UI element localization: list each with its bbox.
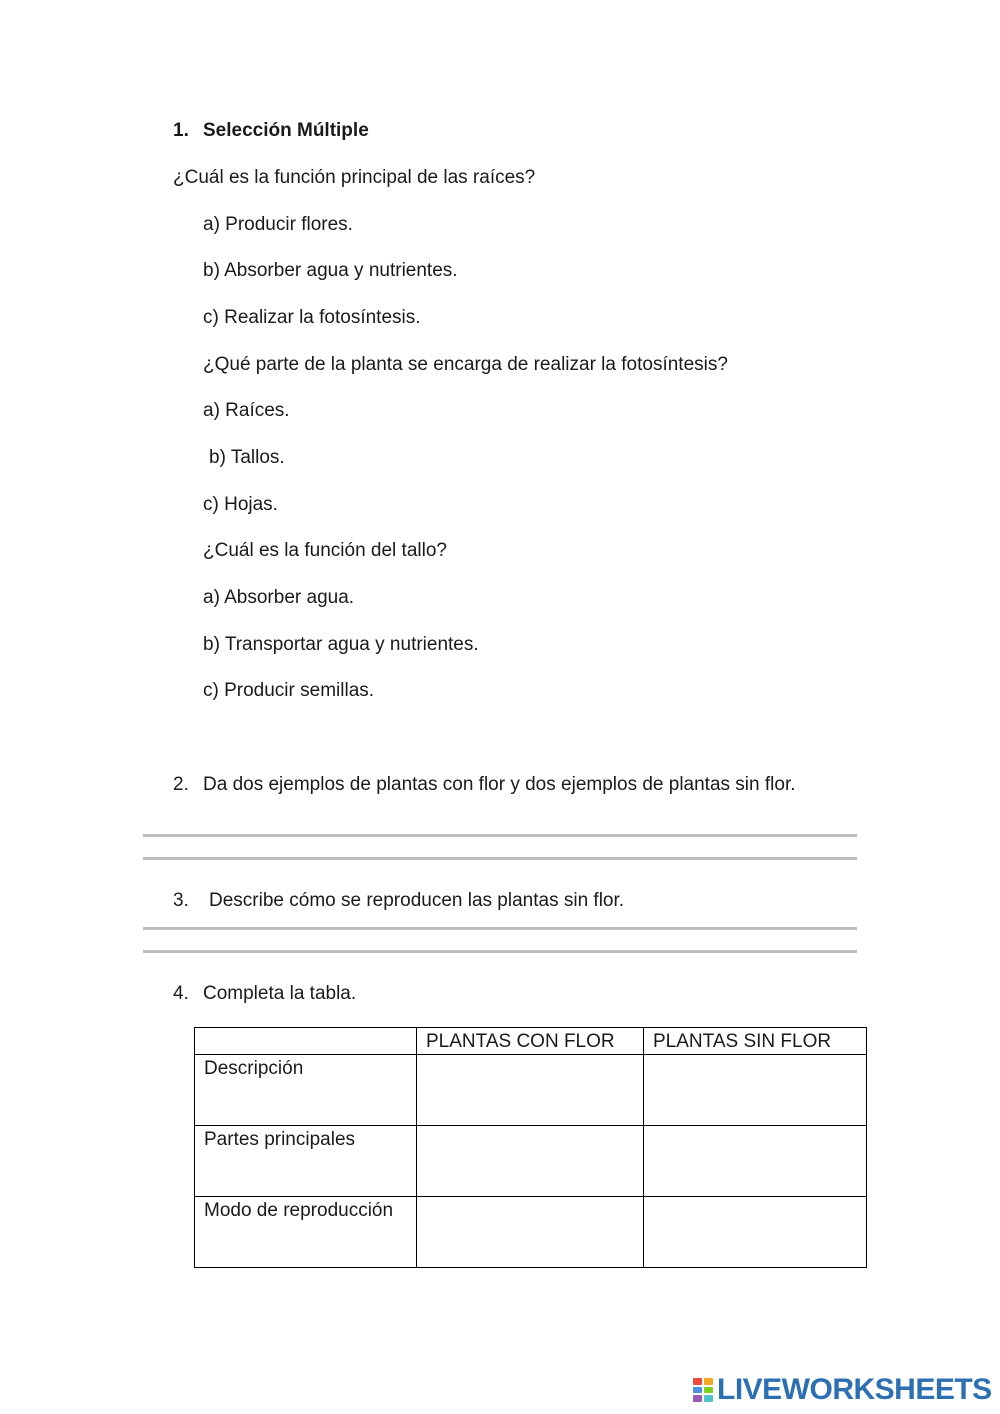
table-answer-cell[interactable] xyxy=(644,1125,867,1196)
section-3-number: 3. xyxy=(173,890,189,911)
logo-tile xyxy=(693,1395,702,1402)
question-2-option-a[interactable]: a) Raíces. xyxy=(203,400,290,421)
answer-line[interactable] xyxy=(143,927,857,930)
answer-line[interactable] xyxy=(143,857,857,860)
table-row-label: Modo de reproducción xyxy=(195,1196,417,1267)
table-row xyxy=(195,1196,867,1267)
section-3-prompt: Describe cómo se reproducen las plantas sin flor. xyxy=(209,890,625,911)
section-2-number: 2. xyxy=(173,774,189,795)
section-4-prompt: Completa la tabla. xyxy=(203,983,357,1004)
table-answer-cell[interactable] xyxy=(417,1196,644,1267)
table-row-label: Descripción xyxy=(195,1054,417,1125)
question-2-option-b[interactable]: b) Tallos. xyxy=(209,447,285,468)
answer-line[interactable] xyxy=(143,834,857,837)
comparison-table xyxy=(194,1027,867,1268)
question-2: ¿Qué parte de la planta se encarga de realizar la fotosíntesis? xyxy=(203,354,728,375)
table-header-cell: PLANTAS SIN FLOR xyxy=(644,1028,867,1055)
question-3: ¿Cuál es la función del tallo? xyxy=(203,540,447,561)
section-2-prompt: Da dos ejemplos de plantas con flor y dos ejemplos de plantas sin flor. xyxy=(203,774,796,795)
section-4-number: 4. xyxy=(173,983,189,1004)
liveworksheets-logo xyxy=(693,1373,992,1406)
table-answer-cell[interactable] xyxy=(417,1125,644,1196)
section-1-title: Selección Múltiple xyxy=(203,120,369,141)
question-1-option-b[interactable]: b) Absorber agua y nutrientes. xyxy=(203,260,458,281)
question-1-option-a[interactable]: a) Producir flores. xyxy=(203,214,353,235)
answer-line[interactable] xyxy=(143,950,857,953)
question-3-option-c[interactable]: c) Producir semillas. xyxy=(203,680,375,701)
table-row xyxy=(195,1054,867,1125)
logo-text: LIVEWORKSHEETS xyxy=(717,1373,992,1406)
table-row-label: Partes principales xyxy=(195,1125,417,1196)
table-header-cell xyxy=(195,1028,417,1055)
logo-tile xyxy=(693,1387,702,1394)
logo-tiles-icon xyxy=(693,1378,713,1402)
logo-tile xyxy=(693,1378,702,1385)
table-answer-cell[interactable] xyxy=(644,1196,867,1267)
table-row xyxy=(195,1125,867,1196)
question-3-option-a[interactable]: a) Absorber agua. xyxy=(203,587,355,608)
question-1: ¿Cuál es la función principal de las raíces? xyxy=(173,167,536,188)
table-answer-cell[interactable] xyxy=(417,1054,644,1125)
section-1-number: 1. xyxy=(173,120,189,141)
question-2-option-c[interactable]: c) Hojas. xyxy=(203,494,278,515)
logo-tile xyxy=(704,1395,713,1402)
question-3-option-b[interactable]: b) Transportar agua y nutrientes. xyxy=(203,634,479,655)
table-header-cell: PLANTAS CON FLOR xyxy=(417,1028,644,1055)
question-1-option-c[interactable]: c) Realizar la fotosíntesis. xyxy=(203,307,421,328)
logo-tile xyxy=(704,1387,713,1394)
table-header-row xyxy=(195,1028,867,1055)
table-answer-cell[interactable] xyxy=(644,1054,867,1125)
logo-tile xyxy=(704,1378,713,1385)
